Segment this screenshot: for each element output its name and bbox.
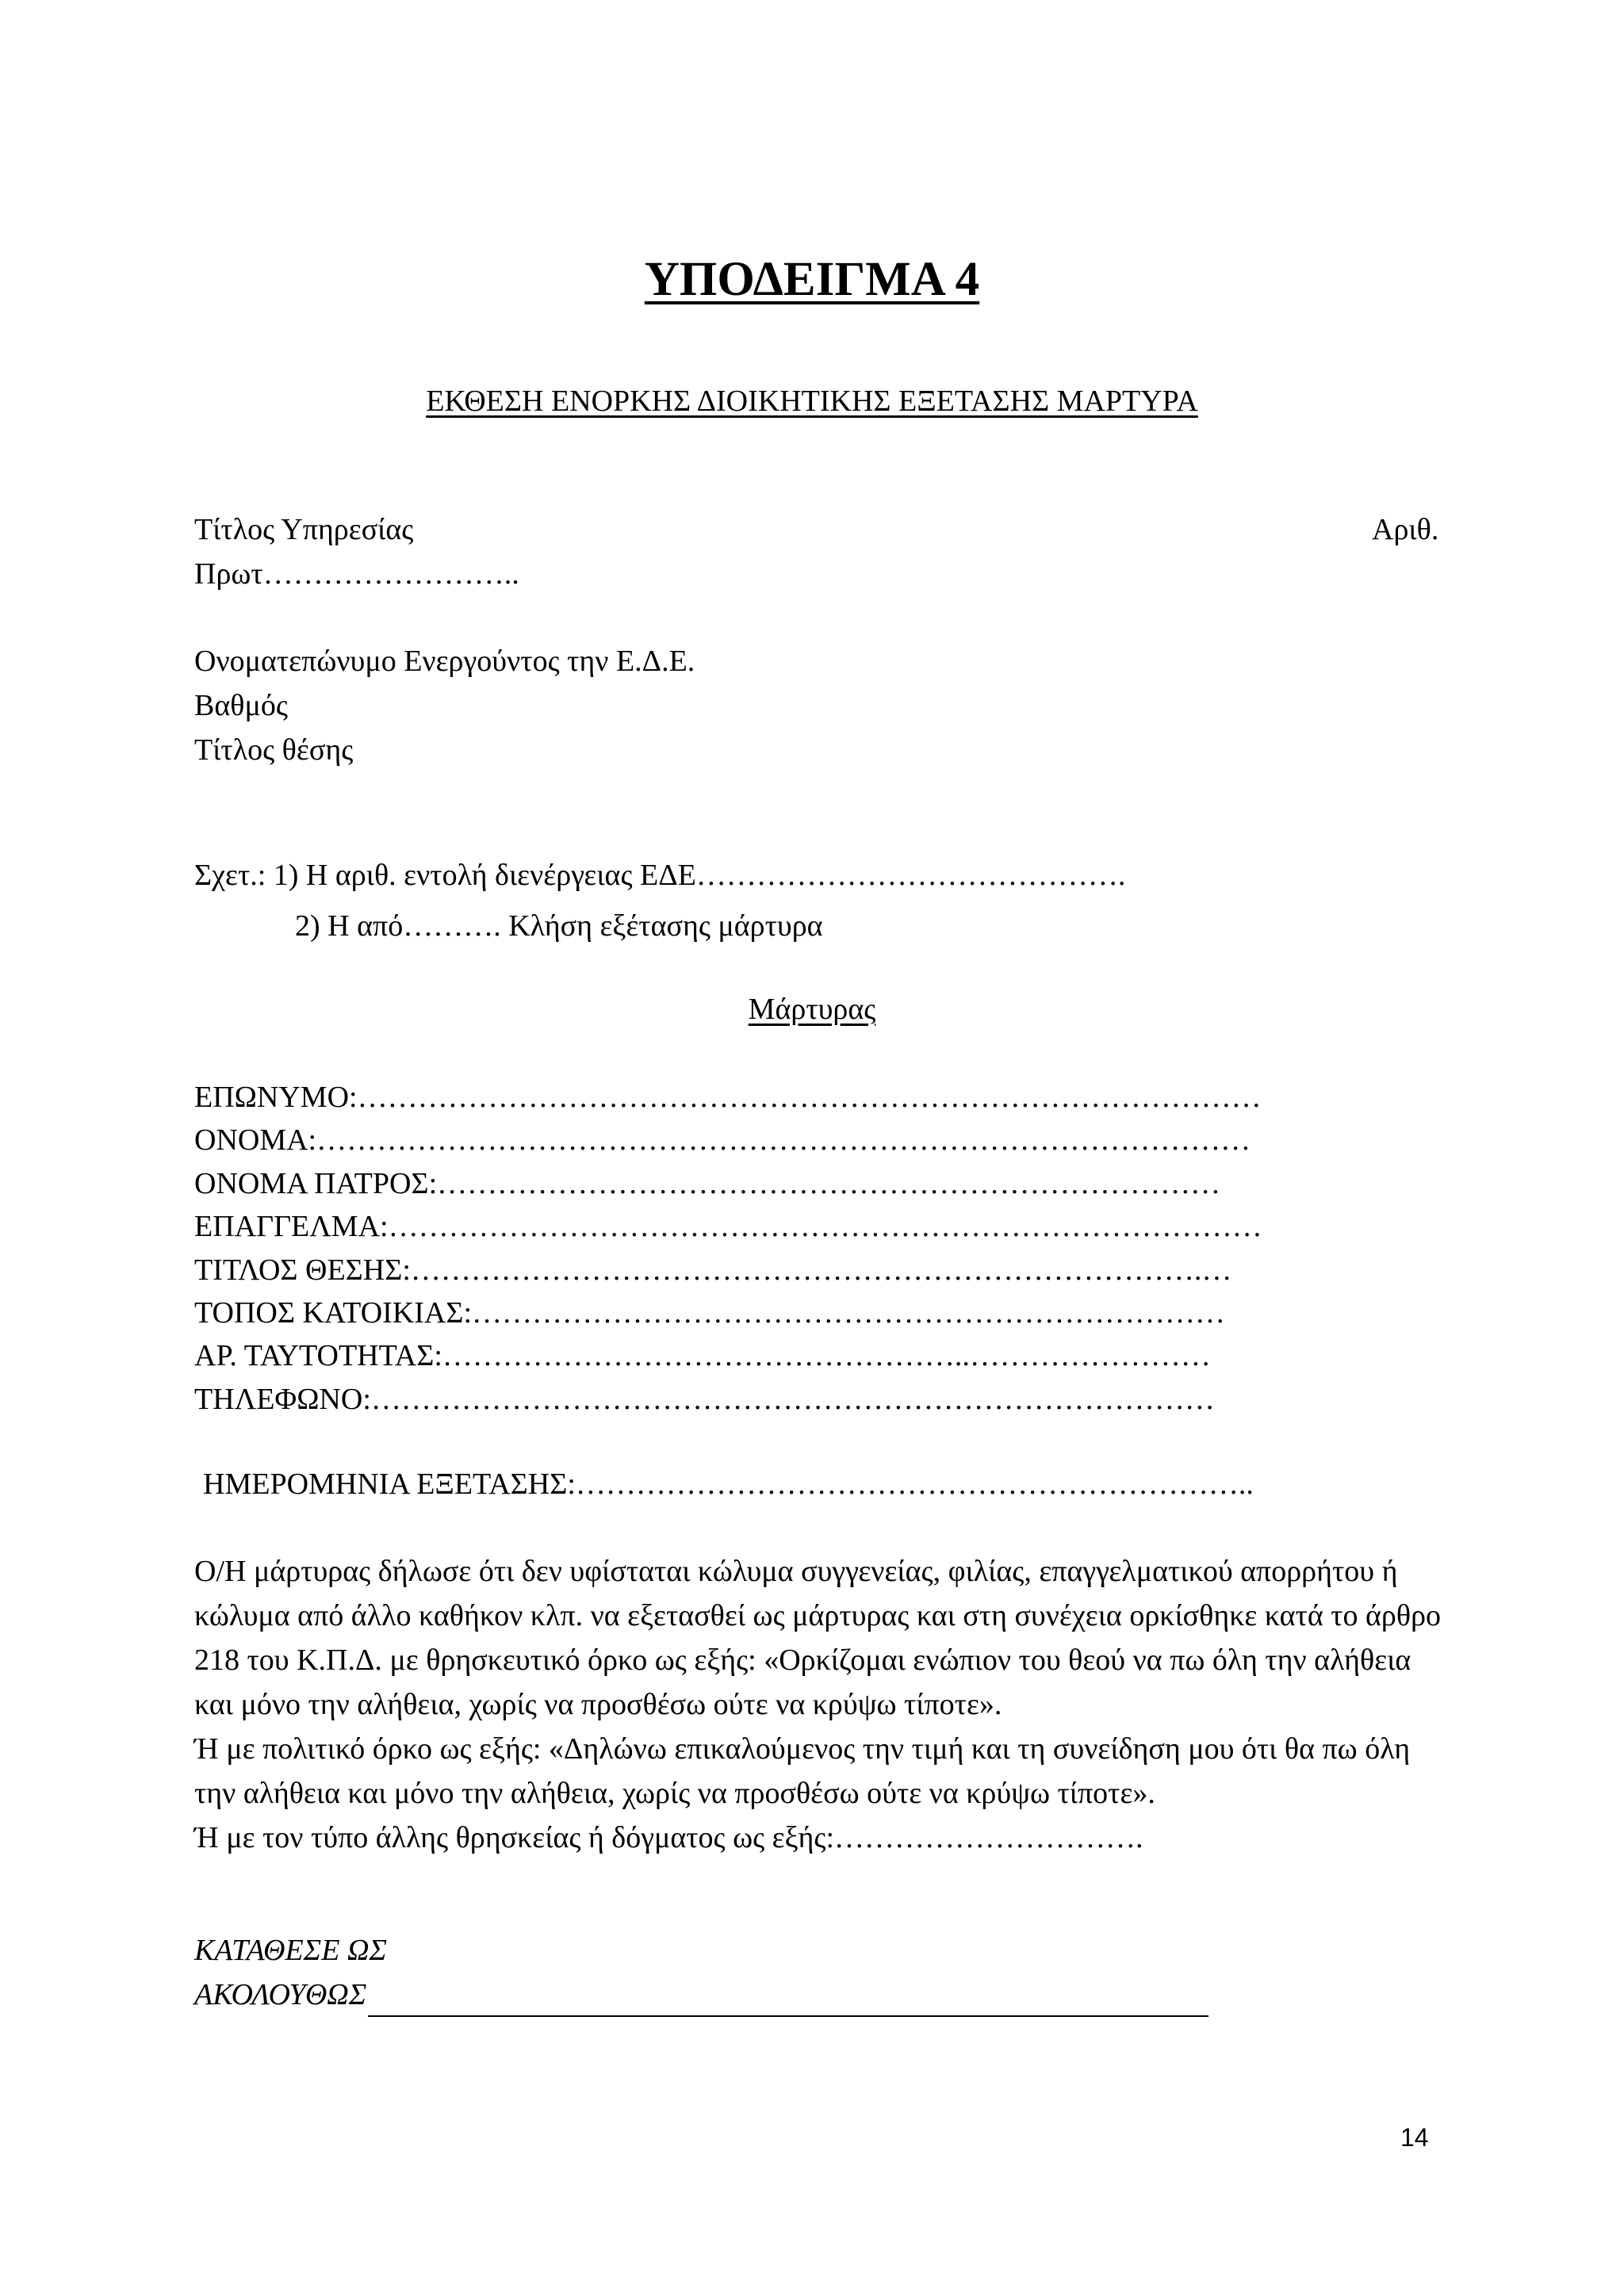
field-position-title: ΤΙΤΛΟΣ ΘΕΣΗΣ:…………………………………………………………………….… (194, 1253, 1232, 1287)
statement-line-2-row (194, 1973, 1208, 2017)
statement-section (194, 1928, 1208, 2017)
statement-line-1: ΚΑΤΑΘΕΣΕ ΩΣ (194, 1934, 388, 1967)
field-father-name: ΟΝΟΜΑ ΠΑΤΡΟΣ:…………………………………………………………………… (194, 1166, 1221, 1200)
field-surname: ΕΠΩΝΥΜΟ:……………………………………………………………………………… (194, 1081, 1262, 1114)
service-title: Τίτλος Υπηρεσίας (194, 513, 414, 546)
oath-text-1: Ο/Η μάρτυρας δήλωσε ότι δεν υφίσταται κώλυμα συγγενείας, φιλίας, επαγγελματικού απορρήτου ή κώλυμα από άλλο καθήκον κλπ. να εξετασθεί ως μάρτυρας και στη συνέχεια ορκίσθηκε κατά το άρθρο 218 του Κ.Π.Δ. με θρησκευτικό όρκο ως εξής: «Ορκίζομαι ενώπιον του θεού να πω όλη την αλήθεια και μόνο την αλήθεια, χωρίς να προσθέσω ούτε να κρύψω τίποτε». (194, 1555, 1442, 1721)
oath-text-3: Ή με τον τύπο άλλης θρησκείας ή δόγματος ως εξής:…………………………. (194, 1821, 1143, 1854)
reference-2: 2) Η από………. Κλήση εξέτασης μάρτυρα (295, 909, 823, 943)
document-subtitle: ΕΚΘΕΣΗ ΕΝΟΡΚΗΣ ΔΙΟΙΚΗΤΙΚΗΣ ΕΞΕΤΑΣΗΣ ΜΑΡΤΥΡΑ (426, 385, 1198, 418)
field-first-name: ΟΝΟΜΑ:………………………………………………………………………………… (194, 1123, 1251, 1158)
exam-date: ΗΜΕΡΟΜΗΝΙΑ ΕΞΕΤΑΣΗΣ:………………………………………………………….. (203, 1468, 1254, 1501)
document-title: ΥΠΟΔΕΙΓΜΑ 4 (644, 253, 980, 306)
witness-fields (194, 1076, 1262, 1421)
oath-text-2: Ή με πολιτικό όρκο ως εξής: «Δηλώνω επικαλούμενος την τιμή και τη συνείδηση μου ότι θα πω όλη την αλήθεια και μόνο την αλήθεια, χωρίς να προσθέσω ούτε να κρύψω τίποτε». (194, 1732, 1411, 1810)
number-label: Αριθ. (1372, 513, 1439, 546)
statement-line-2: ΑΚΟΛΟΥΘΩΣ (194, 1978, 367, 2011)
field-profession: ΕΠΑΓΓΕΛΜΑ:…………………………………………………………………………… (194, 1210, 1262, 1244)
investigator-position: Τίτλος θέσης (194, 733, 354, 767)
page-number: 14 (1400, 2123, 1429, 2152)
oath-paragraph (194, 1549, 1447, 1860)
protocol-number: Πρωτ…………………….. (194, 557, 519, 591)
reference-1: Σχετ.: 1) Η αριθ. εντολή διενέργειας ΕΔΕ……………………………………. (194, 859, 1126, 892)
investigator-name: Ονοματεπώνυμο Ενεργούντος την Ε.Δ.Ε. (194, 645, 695, 678)
statement-blank-line (368, 1980, 1208, 2017)
field-id-number: ΑΡ. ΤΑΥΤΟΤΗΤΑΣ:……………………………………………..…………………… (194, 1339, 1211, 1373)
field-residence: ΤΟΠΟΣ ΚΑΤΟΙΚΙΑΣ:………………………………………………………………… (194, 1296, 1226, 1330)
field-phone: ΤΗΛΕΦΩΝΟ:………………………………………………………………………… (194, 1382, 1215, 1416)
witness-heading: Μάρτυρας (748, 993, 876, 1026)
investigator-rank: Βαθμός (194, 689, 288, 722)
